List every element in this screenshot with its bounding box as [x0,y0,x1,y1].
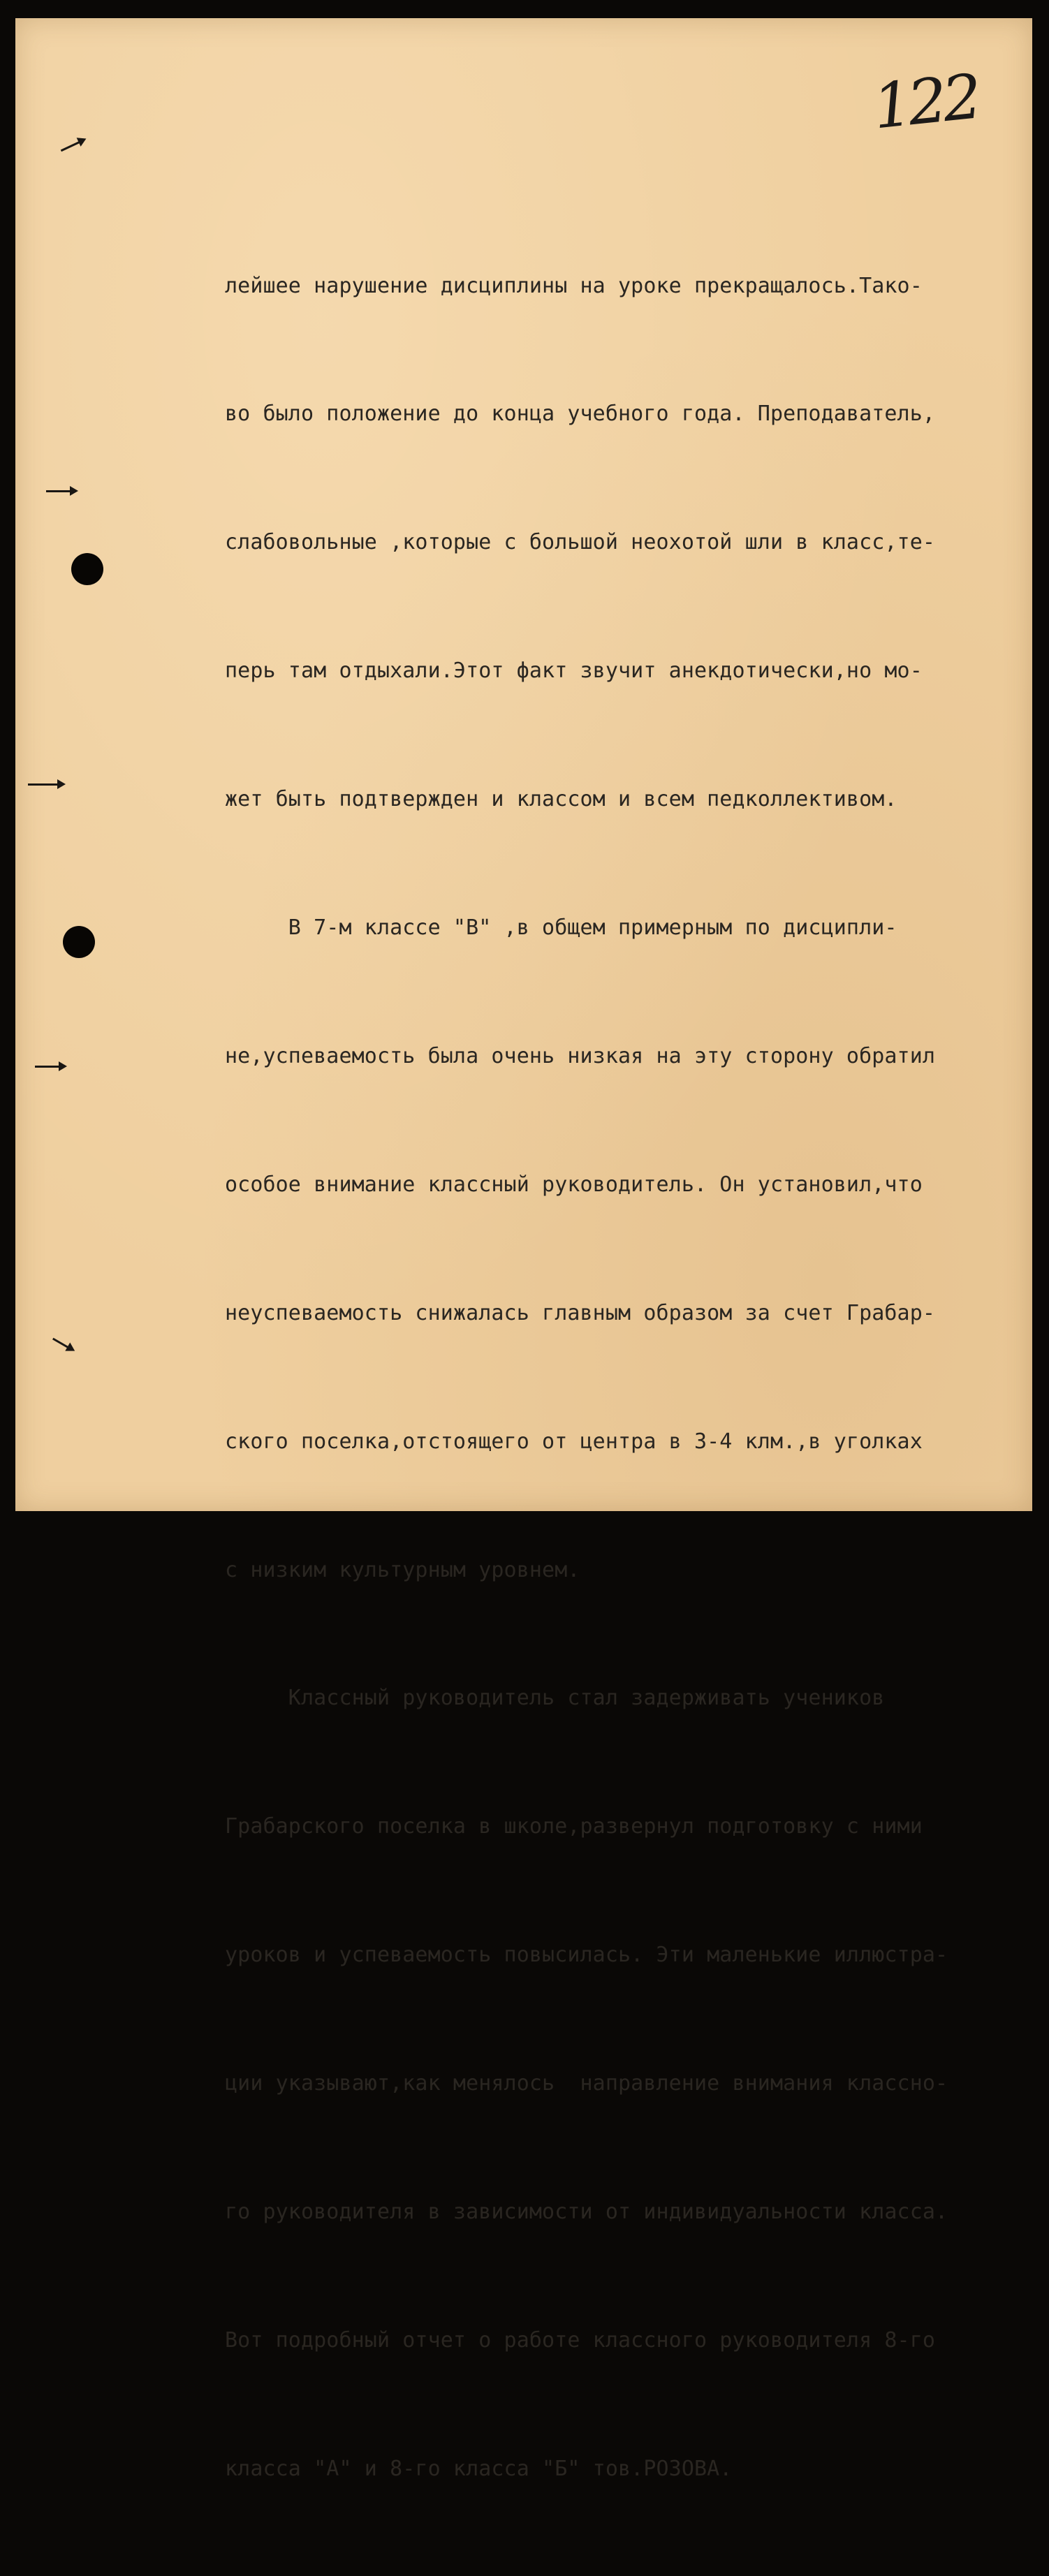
text-line: неуспеваемость снижалась главным образом за счет Грабар- [225,1300,936,1325]
page-number: 122 [870,60,981,143]
punch-hole-top [71,553,103,585]
text-line: го руководителя в зависимости от индивидуальности класса. [225,2199,948,2224]
text-line: ции указывают,как менялось направление внимания классно- [225,2071,948,2096]
text-line: Классный руководитель стал задерживать учеников [225,1686,885,1711]
text-line: слабовольные ,которые с большой неохотой шли в класс,те- [225,530,936,555]
margin-mark-4 [35,1066,60,1068]
margin-mark-1 [61,141,80,152]
margin-mark-2 [46,490,71,492]
text-line: особое внимание классный руководитель. Он установил,что [225,1172,923,1197]
punch-hole-bottom [63,926,95,958]
text-line: перь там отдыхали.Этот факт звучит анекдотически,но мо- [225,658,923,684]
text-line: В 7-м классе "В" ,в общем примерным по дисципли- [225,915,897,941]
text-line: класса "А" и 8-го класса "Б" тов.РОЗОВА. [225,2456,733,2481]
text-line: с низким культурным уровнем. [225,1557,580,1582]
margin-mark-3 [28,783,59,786]
text-line: Вот подробный отчет о работе классного руководителя 8-го [225,2327,936,2353]
text-line: лейшее нарушение дисциплины на уроке прекращалось.Тако- [225,273,923,298]
text-line: ского поселка,отстоящего от центра в 3-4 клм.,в уголках [225,1429,923,1454]
text-line: жет быть подтвержден и классом и всем педколлективом. [225,787,897,812]
margin-mark-5 [52,1338,69,1349]
document-page [15,18,1032,2481]
text-line: уроков и успеваемость повысилась. Эти маленькие иллюстра- [225,1943,948,1968]
text-line: Грабарского поселка в школе,развернул подготовку с ними [225,1814,923,1839]
text-line: во было положение до конца учебного года. Преподаватель, [225,402,936,427]
typed-text-body [225,179,979,2576]
text-line: не,успеваемость была очень низкая на эту сторону обратил [225,1043,936,1068]
